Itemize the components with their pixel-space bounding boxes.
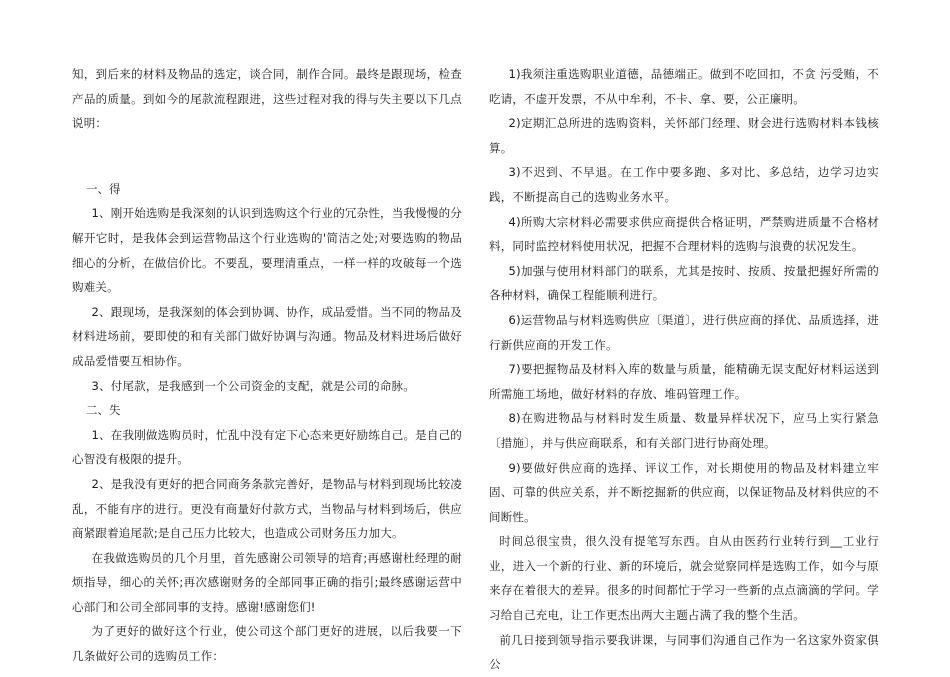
plan-item-7: 7)要把握物品及材料入库的数量与质量，能精确无误支配好材料运送到所需施工场地，做好材料的存放、堆码管理工作。 bbox=[489, 362, 879, 401]
right-column bbox=[489, 62, 879, 677]
plan-item-3: 3)不迟到、不早退。在工作中要多跑、多对比、多总结，边学习边实践，不断提高自己的选购业务水平。 bbox=[489, 165, 879, 204]
thanks-paragraph: 在我做选购员的几个月里，首先感谢公司领导的培育;再感谢杜经理的耐烦指导，细心的关怀;再次感谢财务的全部同事正确的指引;最终感谢运营中心部门和公司全部同事的支持。感谢!感谢您们! bbox=[72, 550, 462, 614]
plan-item-5: 5)加强与使用材料部门的联系，尤其是按时、按质、按量把握好所需的各种材料，确保工程能顺利进行。 bbox=[489, 263, 879, 303]
closing-paragraph: 前几日接到领导指示要我讲课，与同事们沟通自己作为一名这家外资家俱公 bbox=[489, 632, 879, 672]
plan-item-4: 4)所购大宗材料必需要求供应商提供合格证明，严禁购进质量不合格材料，同时监控材料使用状况，把握不合理材料的选购与浪费的状况发生。 bbox=[489, 214, 879, 254]
gain-item-3: 3、付尾款，是我感到一个公司资金的支配，就是公司的命脉。 bbox=[91, 378, 415, 393]
gain-item-2: 2、跟现场，是我深刻的体会到协调、协作，成品爱惜。当不同的物品及材料进场前，要即使的和有关部门做好协调与沟通。物品及材料进场后做好成品爱惜要互相协作。 bbox=[72, 304, 462, 368]
left-column bbox=[72, 62, 462, 669]
plan-item-6: 6)运营物品与材料选购供应〔渠道〕，进行供应商的择优、品质选择，进行新供应商的开发工作。 bbox=[489, 312, 879, 352]
intro-paragraph: 知，到后来的材料及物品的选定，谈合同，制作合同。最终是跟现场，检查产品的质量。到如今的尾款流程跟进，这些过程对我的得与失主要以下几点说明： bbox=[72, 67, 462, 131]
loss-item-1: 1、在我刚做选购员时，忙乱中没有定下心态来更好励练自己。是自己的心智没有极限的提升。 bbox=[72, 427, 462, 467]
reflection-paragraph: 时间总很宝贵，很久没有提笔写东西。自从由医药行业转行到__工业行业，进入一个新的行业、新的环境后，就会觉察同样是选购工作，如今与原来存在着很大的差异。很多的时间都忙于学习一些新的点点滴滴的学问。学习给自己充电，让工作更杰出两大主题占满了我的整个生活。 bbox=[489, 534, 879, 623]
loss-item-2: 2、是我没有更好的把合同商务条款完善好，是物品与材料到现场比较凌乱，不能有序的进行。更没有商量好付款方式，当物品与材料到场后，供应商紧跟着追尾款;是自己压力比较大，也造成公司财务压力加大。 bbox=[72, 476, 462, 541]
plan-item-2: 2)定期汇总所进的选购资料，关怀部门经理、财会进行选购材料本钱核算。 bbox=[489, 116, 879, 155]
plan-intro-paragraph: 为了更好的做好这个行业，使公司这个部门更好的进展，以后我要一下几条做好公司的选购员工作： bbox=[72, 624, 462, 664]
plan-item-1: 1)我须注重选购职业道德，品德端正。做到不吃回扣，不贪 污受贿，不吃请，不虚开发票，不从中牟利，不卡、拿、要，公正廉明。 bbox=[489, 67, 879, 106]
section-gain-heading: 一、得 bbox=[86, 181, 121, 196]
plan-item-9: 9)要做好供应商的选择、评议工作，对长期使用的物品及材料建立牢固、可靠的供应关系，并不断挖掘新的供应商，以保证物品及材料供应的不间断性。 bbox=[489, 460, 879, 524]
gain-item-1: 1、刚开始选购是我深刻的认识到选购这个行业的冗杂性，当我慢慢的分解开它时，是我体会到运营物品这个行业选购的'简洁之处;对要选购的物品细心的分析，在做信价比。不要乱，要理清重点，一样一样的攻破每一个选购难关。 bbox=[72, 206, 462, 295]
plan-item-8: 8)在购进物品与材料时发生质量、数量异样状况下，应马上实行紧急〔措施〕，并与供应商联系，和有关部门进行协商处理。 bbox=[489, 411, 879, 450]
section-loss-heading: 二、失 bbox=[86, 403, 121, 418]
spacer bbox=[72, 136, 462, 177]
